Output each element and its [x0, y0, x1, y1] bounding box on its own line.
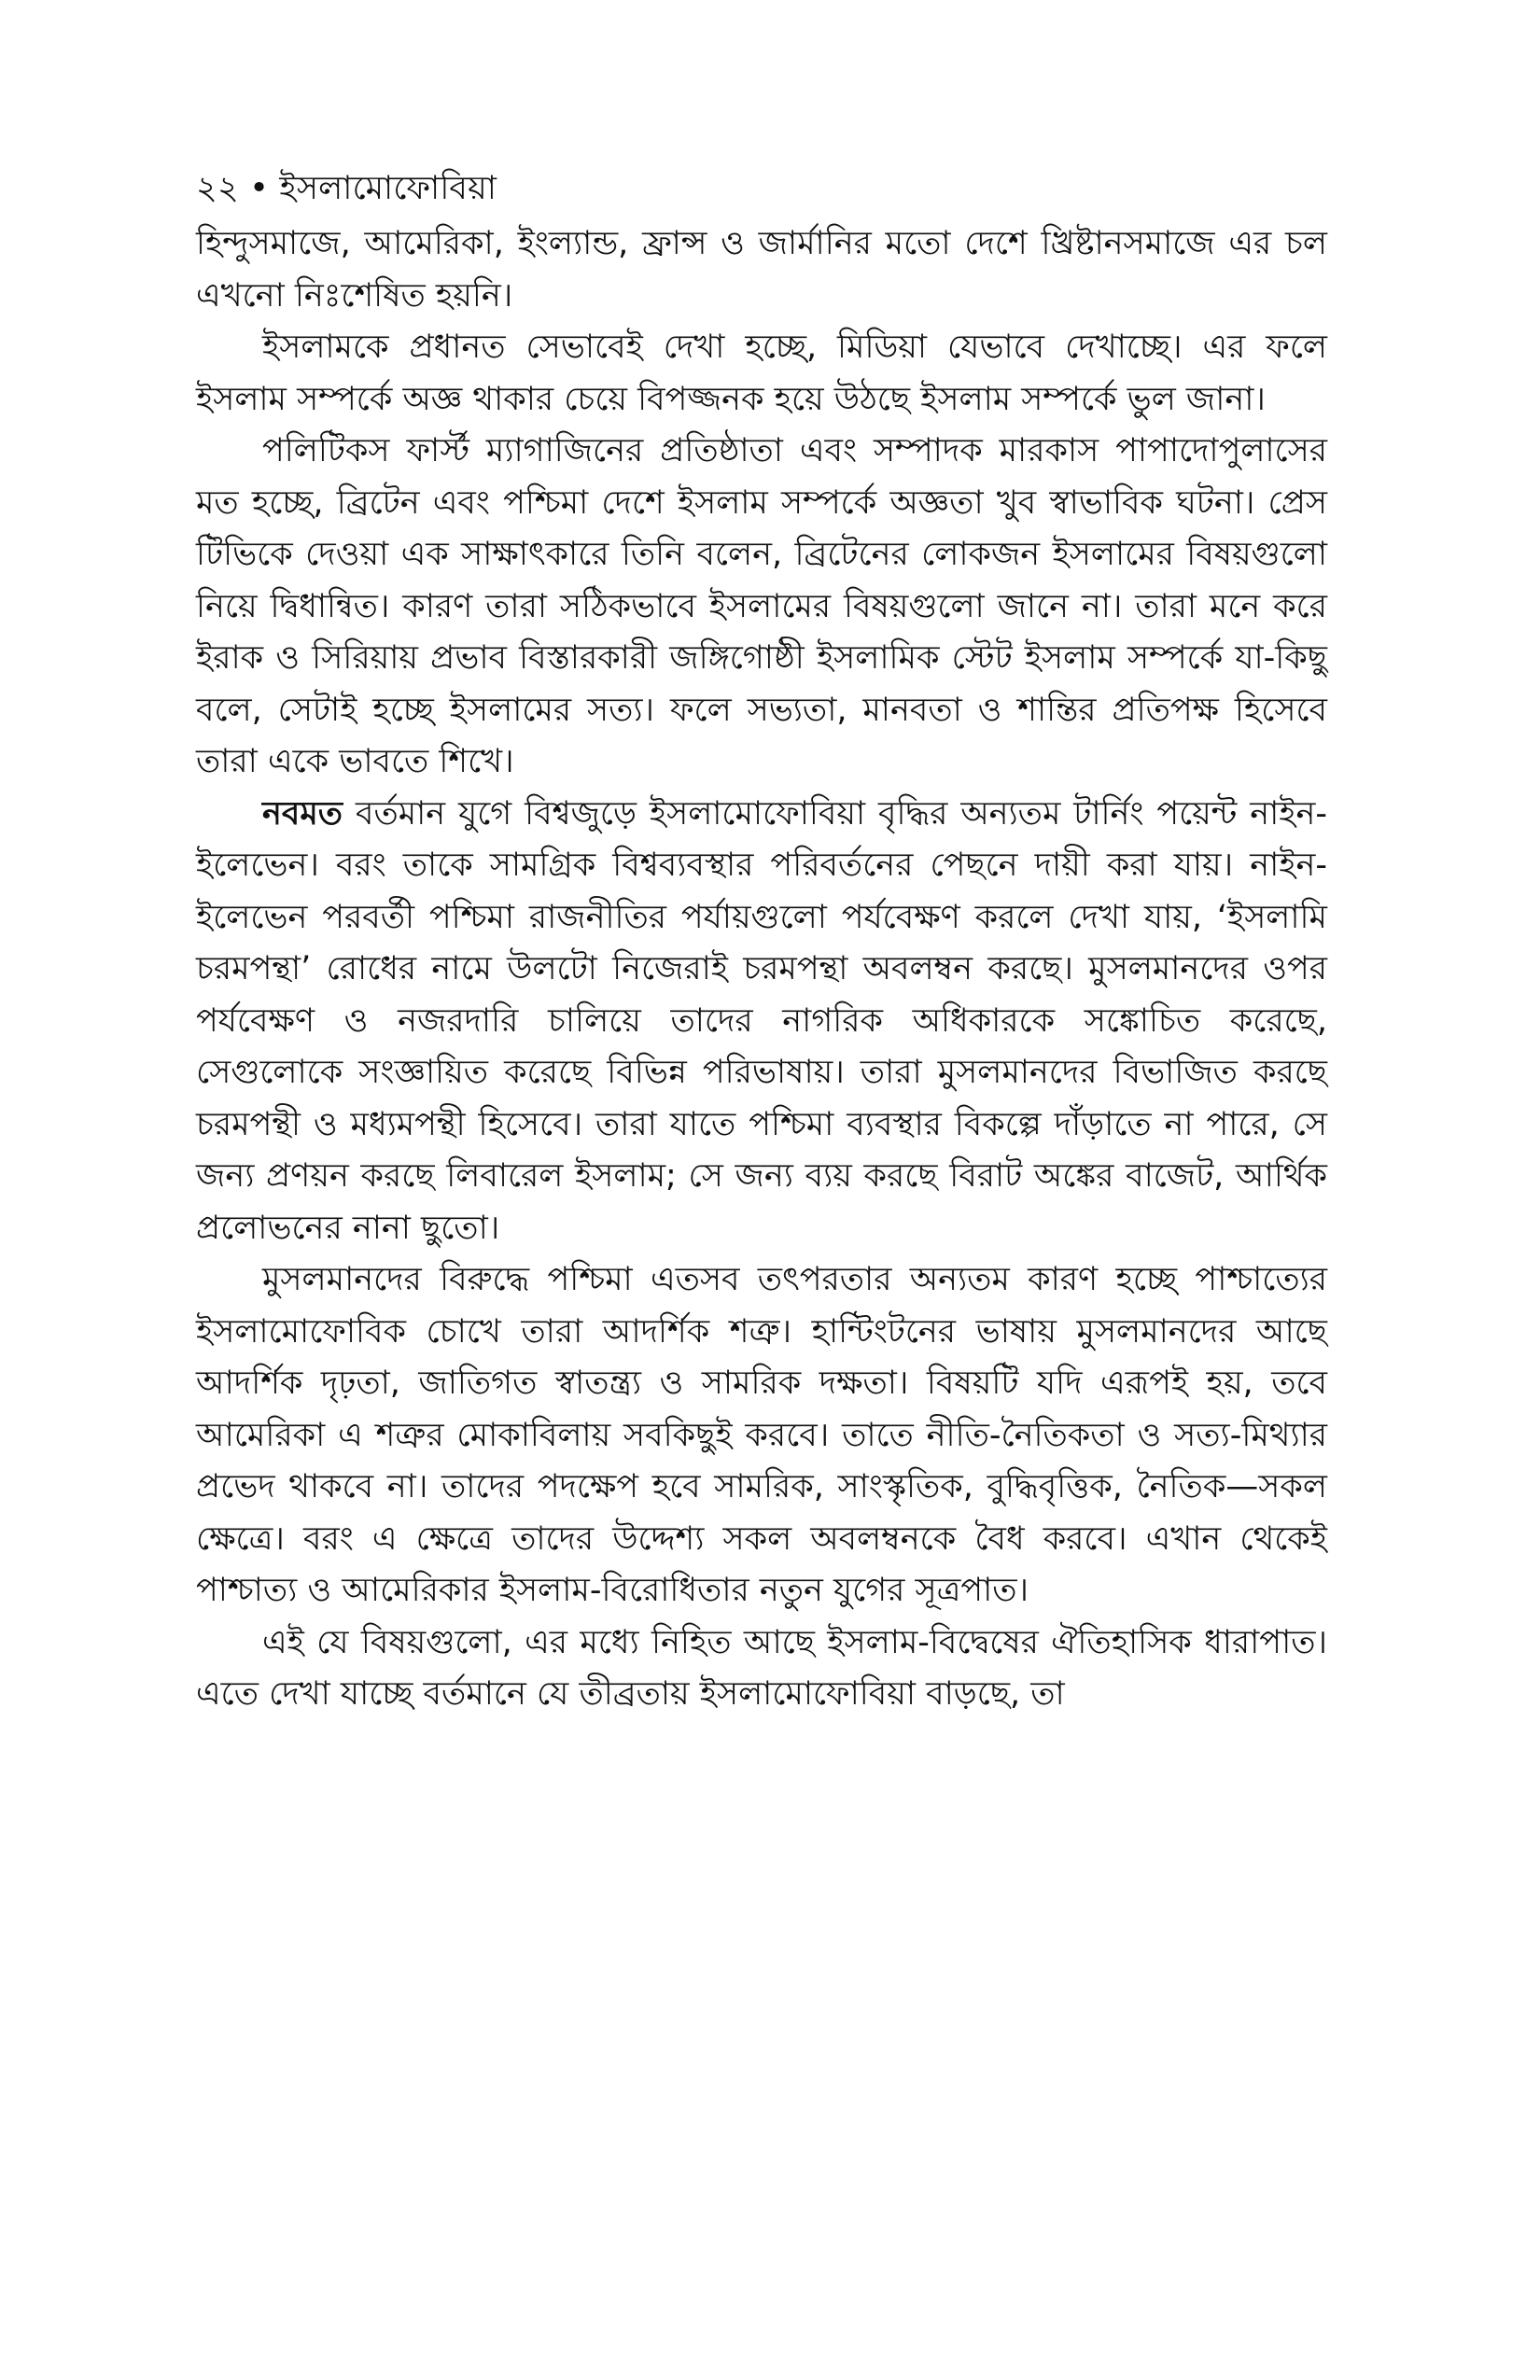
- paragraph-ninth-point: [196, 789, 1327, 1255]
- ninth-point-lead: নবমত: [262, 794, 343, 833]
- paragraph-historical-flow: এই যে বিষয়গুলো, এর মধ্যে নিহিত আছে ইসলাম-বিদ্বেষের ঐতিহাসিক ধারাপাত। এতে দেখা যাচ্ছে বর্তমানে যে তীব্রতায় ইসলামোফোবিয়া বাড়ছে, তা: [196, 1623, 1327, 1713]
- book-page: [196, 161, 1327, 1721]
- paragraph-media-view: ইসলামকে প্রধানত সেভাবেই দেখা হচ্ছে, মিডিয়া যেভাবে দেখাচ্ছে। এর ফলে ইসলাম সম্পর্কে অজ্ঞ থাকার চেয়ে বিপজ্জনক হয়ে উঠছে ইসলাম সম্পর্কে ভুল জানা।: [196, 329, 1327, 418]
- paragraph-ideological-enemy: মুসলমানদের বিরুদ্ধে পশ্চিমা এতসব তৎপরতার অন্যতম কারণ হচ্ছে পাশ্চাত্যের ইসলামোফোবিক চোখে তারা আদর্শিক শত্রু। হান্টিংটনের ভাষায় মুসলমানদের আছে আদর্শিক দৃঢ়তা, জাতিগত স্বাতন্ত্র্য ও সামরিক দক্ষতা। বিষয়টি যদি এরূপই হয়, তবে আমেরিকা এ শত্রুর মোকাবিলায় সবকিছুই করবে। তাতে নীতি-নৈতিকতা ও সত্য-মিথ্যার প্রভেদ থাকবে না। তাদের পদক্ষেপ হবে সামরিক, সাংস্কৃতিক, বুদ্ধিবৃত্তিক, নৈতিক—সকল ক্ষেত্রে। বরং এ ক্ষেত্রে তাদের উদ্দেশ্য সকল অবলম্বনকে বৈধ করবে। এখান থেকেই পাশ্চাত্য ও আমেরিকার ইসলাম-বিরোধিতার নতুন যুগের সূত্রপাত।: [196, 1261, 1327, 1609]
- paragraph-continued: হিন্দুসমাজে, আমেরিকা, ইংল্যান্ড, ফ্রান্স ও জার্মানির মতো দেশে খ্রিষ্টানসমাজে এর চল এখনো নিঃশেষিত হয়নি।: [196, 225, 1327, 315]
- ninth-point-text: বর্তমান যুগে বিশ্বজুড়ে ইসলামোফোবিয়া বৃদ্ধির অন্যতম টার্নিং পয়েন্ট নাইন-ইলেভেন। বরং তাকে সামগ্রিক বিশ্বব্যবস্থার পরিবর্তনের পেছনে দায়ী করা যায়। নাইন-ইলেভেন পরবর্তী পশ্চিমা রাজনীতির পর্যায়গুলো পর্যবেক্ষণ করলে দেখা যায়, ‘ইসলামি চরমপন্থা’ রোধের নামে উলটো নিজেরাই চরমপন্থা অবলম্বন করছে। মুসলমানদের ওপর পর্যবেক্ষণ ও নজরদারি চালিয়ে তাদের নাগরিক অধিকারকে সঙ্কোচিত করেছে, সেগুলোকে সংজ্ঞায়িত করেছে বিভিন্ন পরিভাষায়। তারা মুসলমানদের বিভাজিত করছে চরমপন্থী ও মধ্যমপন্থী হিসেবে। তারা যাতে পশ্চিমা ব্যবস্থার বিকল্পে দাঁড়াতে না পারে, সে জন্য প্রণয়ন করছে লিবারেল ইসলাম; সে জন্য ব্যয় করছে বিরাট অঙ্কের বাজেট, আর্থিক প্রলোভনের নানা ছুতো।: [196, 794, 1327, 1247]
- running-head: ২২ • ইসলামোফোবিয়া: [196, 170, 497, 207]
- paragraph-politics-first: পলিটিকস ফার্স্ট ম্যাগাজিনের প্রতিষ্ঠাতা এবং সম্পাদক মারকাস পাপাদোপুলাসের মত হচ্ছে, ব্রিটেন এবং পশ্চিমা দেশে ইসলাম সম্পর্কে অজ্ঞতা খুব স্বাভাবিক ঘটনা। প্রেস টিভিকে দেওয়া এক সাক্ষাৎকারে তিনি বলেন, ব্রিটেনের লোকজন ইসলামের বিষয়গুলো নিয়ে দ্বিধান্বিত। কারণ তারা সঠিকভাবে ইসলামের বিষয়গুলো জানে না। তারা মনে করে ইরাক ও সিরিয়ায় প্রভাব বিস্তারকারী জঙ্গিগোষ্ঠী ইসলামিক স্টেট ইসলাম সম্পর্কে যা-কিছু বলে, সেটাই হচ্ছে ইসলামের সত্য। ফলে সভ্যতা, মানবতা ও শান্তির প্রতিপক্ষ হিসেবে তারা একে ভাবতে শিখে।: [196, 432, 1327, 780]
